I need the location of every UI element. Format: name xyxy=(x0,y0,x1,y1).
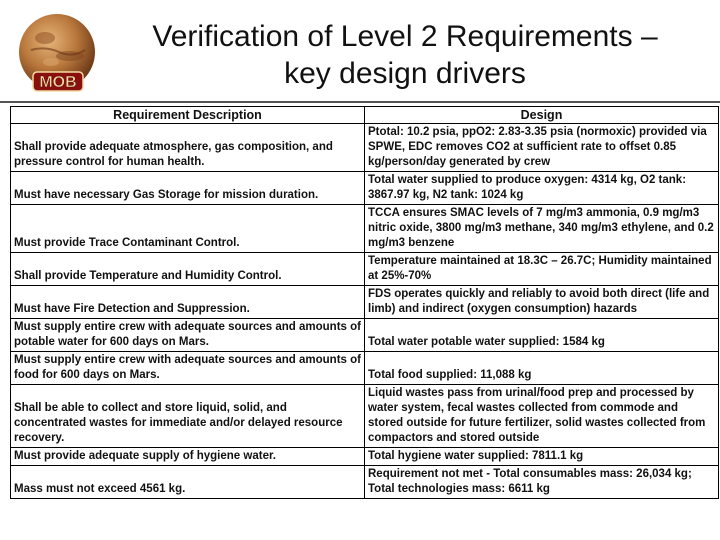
requirement-cell: Shall provide adequate atmosphere, gas composition, and pressure control for human health. xyxy=(11,124,365,172)
table-row xyxy=(11,253,719,286)
requirement-cell: Shall provide Temperature and Humidity Control. xyxy=(11,253,365,286)
design-cell: Requirement not met - Total consumables mass: 26,034 kg; Total technologies mass: 6611 kg xyxy=(365,466,719,499)
requirement-cell: Must supply entire crew with adequate sources and amounts of food for 600 days on Mars. xyxy=(11,352,365,385)
table-row xyxy=(11,286,719,319)
requirement-cell: Must provide Trace Contaminant Control. xyxy=(11,205,365,253)
design-cell: Total hygiene water supplied: 7811.1 kg xyxy=(365,448,719,466)
logo-text: MOB xyxy=(39,74,77,91)
requirement-cell: Mass must not exceed 4561 kg. xyxy=(11,466,365,499)
requirement-cell: Shall be able to collect and store liquid, solid, and concentrated wastes for immediate and/or delayed resource recovery. xyxy=(11,385,365,448)
table-header-row xyxy=(11,107,719,124)
header-requirement-description: Requirement Description xyxy=(11,107,365,124)
table-row xyxy=(11,124,719,172)
table-row xyxy=(11,205,719,253)
table-row xyxy=(11,385,719,448)
table-row xyxy=(11,172,719,205)
design-cell: Total water supplied to produce oxygen: 4314 kg, O2 tank: 3867.97 kg, N2 tank: 1024 kg xyxy=(365,172,719,205)
slide-title-line1: Verification of Level 2 Requirements – xyxy=(152,20,658,53)
mob-mars-logo xyxy=(15,12,99,96)
slide-title-line2: key design drivers xyxy=(284,57,526,90)
slide-title xyxy=(105,18,705,92)
table-row xyxy=(11,319,719,352)
design-cell: FDS operates quickly and reliably to avoid both direct (life and limb) and indirect (oxygen consumption) hazards xyxy=(365,286,719,319)
requirement-cell: Must have Fire Detection and Suppression. xyxy=(11,286,365,319)
table-row xyxy=(11,466,719,499)
title-divider xyxy=(0,101,720,103)
table-row xyxy=(11,448,719,466)
design-cell: TCCA ensures SMAC levels of 7 mg/m3 ammonia, 0.9 mg/m3 nitric oxide, 3800 mg/m3 methane, 340 mg/m3 ethylene, and 0.2 mg/m3 benzene xyxy=(365,205,719,253)
header-design: Design xyxy=(365,107,719,124)
requirement-cell: Must have necessary Gas Storage for mission duration. xyxy=(11,172,365,205)
design-cell: Total food supplied: 11,088 kg xyxy=(365,352,719,385)
design-cell: Liquid wastes pass from urinal/food prep and processed by water system, fecal wastes collected from commode and stored outside for future fertilizer, solid wastes collected from compactors and stored outside xyxy=(365,385,719,448)
requirement-cell: Must provide adequate supply of hygiene water. xyxy=(11,448,365,466)
table-row xyxy=(11,352,719,385)
design-cell: Total water potable water supplied: 1584 kg xyxy=(365,319,719,352)
requirements-table xyxy=(10,106,719,499)
design-cell: Ptotal: 10.2 psia, ppO2: 2.83-3.35 psia (normoxic) provided via SPWE, EDC removes CO2 at sufficient rate to offset 0.85 kg/person/day generated by crew xyxy=(365,124,719,172)
requirement-cell: Must supply entire crew with adequate sources and amounts of potable water for 600 days on Mars. xyxy=(11,319,365,352)
design-cell: Temperature maintained at 18.3C – 26.7C; Humidity maintained at 25%-70% xyxy=(365,253,719,286)
